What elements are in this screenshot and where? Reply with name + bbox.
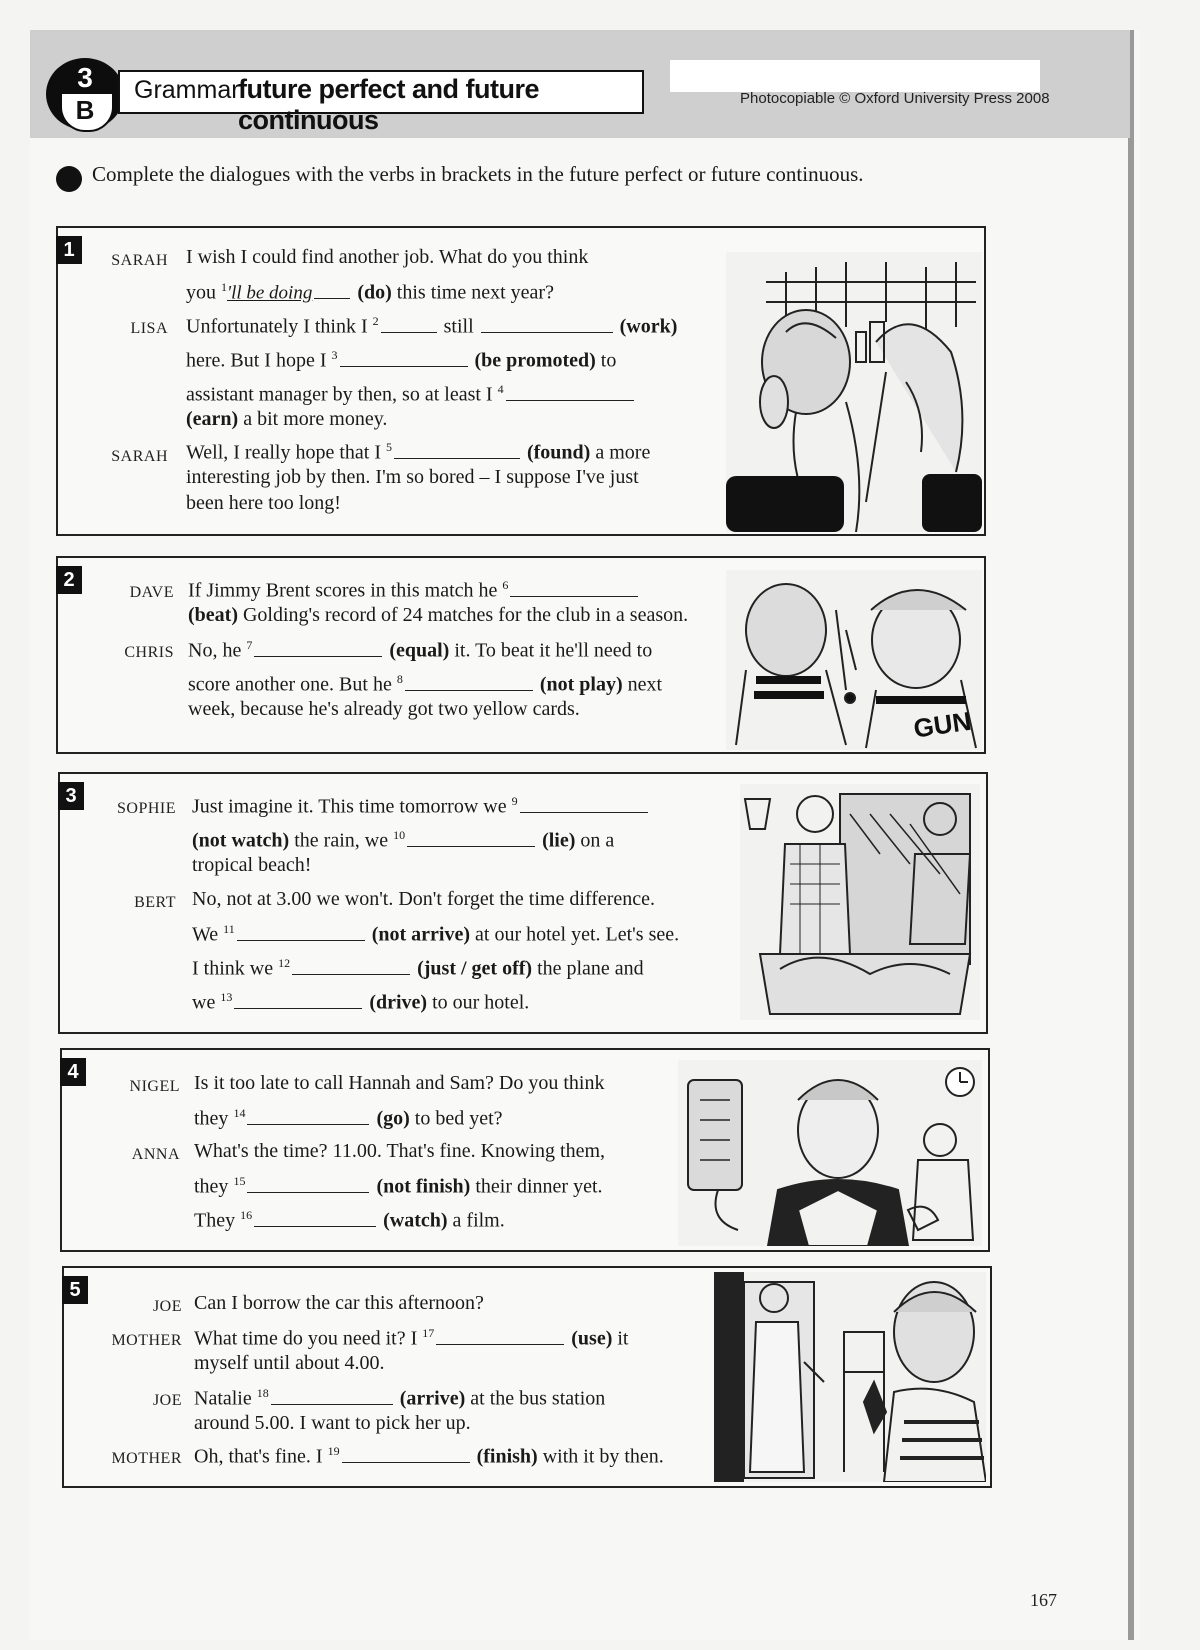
verb-prompt: (watch) [383,1209,448,1232]
dialogue-line [194,1386,605,1411]
office-workers-illustration [726,252,982,532]
speaker-label: NIGEL [129,1078,180,1095]
verb-prompt: (do) [357,281,392,304]
dialogue-line [186,280,554,305]
gap-number: 5 [385,440,392,454]
dialogue-line [186,440,650,465]
verb-prompt: (be promoted) [474,349,596,372]
dialogue-text: they [194,1107,229,1130]
dialogue-text: Just imagine it. This time tomorrow we [192,795,507,818]
speaker-label: MOTHER [111,1450,182,1467]
answer-gap[interactable] [234,992,362,1009]
dialogue-text: still [443,315,474,338]
answer-gap[interactable] [405,674,533,691]
dialogue-text: Unfortunately I think I [186,315,368,338]
answer-gap[interactable] [271,1388,393,1405]
answer-gap[interactable] [381,316,437,333]
dialogue-line [192,922,679,947]
example-answer: 'll be doing [227,282,313,304]
football-fans-illustration [726,570,982,750]
answer-gap[interactable] [506,384,634,401]
dialogue-text: the plane and [537,957,644,980]
dialogue-text: a film. [452,1209,505,1232]
packing-couple-illustration [740,784,980,1020]
verb-prompt: (found) [526,441,591,464]
dialogue-text: Natalie [194,1387,252,1410]
dialogue-line [194,1174,603,1199]
answer-gap[interactable] [247,1108,369,1125]
answer-gap [314,282,350,299]
unit-badge [46,58,124,130]
speaker-label: SOPHIE [116,800,176,817]
page-number: 167 [1030,1590,1057,1610]
dialogue-text: score another one. But he [188,673,392,696]
dialogue-text: Golding's record of 24 matches for the club in a season. [242,604,689,626]
gap-number: 15 [233,1174,246,1188]
dialogue-text: a more [595,441,651,464]
dialogue-line [188,672,662,697]
exercise-number: 5 [62,1276,88,1304]
answer-gap[interactable] [436,1328,564,1345]
answer-gap[interactable] [407,830,535,847]
answer-gap[interactable] [342,1446,470,1463]
dialogue-line: What's the time? 11.00. That's fine. Knowing them, [194,1140,606,1162]
picture-sign-text: GUN [911,705,974,744]
answer-gap[interactable] [237,924,365,941]
gap-number: 10 [393,828,406,842]
dialogue-line [192,990,529,1015]
dialogue-text: it. To beat it he'll need to [454,639,653,662]
dialogue-line [186,382,636,407]
gap-number: 13 [220,990,233,1004]
speaker-label: SARAH [111,252,168,269]
dialogue-line: been here too long! [186,492,341,514]
dialogue-text: with it by then. [542,1445,664,1468]
gap-number: 7 [246,638,253,652]
gap-number: 11 [223,922,235,936]
dialogue-text: No, he [188,639,242,662]
exercise-4 [60,1048,990,1252]
dialogue-text: What time do you need it? I [194,1327,418,1350]
dialogue-text: at our hotel yet. Let's see. [475,923,680,946]
dialogue-line [188,638,652,663]
dialogue-text: on a [580,829,615,852]
answer-gap[interactable] [254,1210,376,1227]
exercise-number: 4 [60,1058,86,1086]
verb-prompt: (lie) [542,829,576,852]
gap-number: 3 [331,348,338,362]
dialogue-text: to our hotel. [432,991,530,1014]
dialogue-text: they [194,1175,229,1198]
dialogue-line: tropical beach! [192,854,312,876]
dialogue-line: interesting job by then. I'm so bored – I suppose I've just [186,466,639,488]
answer-gap[interactable] [394,442,520,459]
gap-number: 6 [502,578,509,592]
gap-number: 17 [422,1326,435,1340]
speaker-label: SARAH [111,448,168,465]
dialogue-line [194,1444,664,1469]
exercise-2 [56,556,986,754]
dialogue-line [186,408,387,431]
name-field-redacted [670,60,1040,92]
instruction-bullet-icon [56,166,82,192]
dialogue-text: Well, I really hope that I [186,441,381,464]
instruction-text: Complete the dialogues with the verbs in brackets in the future perfect or future continuous. [92,162,864,186]
dialogue-text: the rain, we [294,829,389,852]
dialogue-line [188,604,688,627]
dialogue-line [186,314,677,339]
verb-prompt: (work) [619,315,678,338]
verb-prompt: (arrive) [399,1387,466,1410]
answer-gap[interactable] [247,1176,369,1193]
dialogue-line [194,1106,503,1131]
dialogue-text: you [186,281,216,304]
copyright-notice: Photocopiable © Oxford University Press 2008 [740,90,1050,107]
gap-number: 12 [278,956,291,970]
dialogue-line: myself until about 4.00. [194,1352,385,1374]
verb-prompt: (not finish) [376,1175,471,1198]
gap-number: 18 [256,1386,269,1400]
verb-prompt: (equal) [389,639,450,662]
unit-letter: B [75,95,95,125]
exercise-number: 1 [56,236,82,264]
dialogue-text: next [627,673,663,696]
gap-number: 1 [221,280,227,294]
gap-number: 16 [240,1208,253,1222]
dialogue-text: their dinner yet. [475,1175,603,1198]
dialogue-line [194,1326,629,1351]
verb-prompt: (not arrive) [371,923,471,946]
section-label: Grammar [134,76,240,104]
dialogue-line: No, not at 3.00 we won't. Don't forget the time difference. [192,888,656,910]
dialogue-text: They [194,1209,236,1232]
page-title: future perfect and future continuous [238,74,540,135]
exercise-3 [58,772,988,1034]
dialogue-text: I think we [192,957,274,980]
title-box [118,70,644,135]
exercise-number: 3 [58,782,84,810]
dialogue-line [188,578,640,603]
dialogue-text: to [600,349,617,372]
dialogue-text: We [192,923,219,946]
speaker-label: BERT [134,894,176,911]
dialogue-text: this time next year? [396,281,554,304]
verb-prompt: (go) [376,1107,410,1130]
dialogue-text: here. But I hope I [186,349,327,372]
verb-prompt: (not play) [539,673,623,696]
dialogue-line [192,828,614,853]
verb-prompt: (finish) [476,1445,538,1468]
answer-gap[interactable] [292,958,410,975]
gap-number: 4 [497,382,504,396]
dialogue-text: If Jimmy Brent scores in this match he [188,579,498,602]
answer-gap[interactable] [481,316,613,333]
gap-number: 2 [372,314,379,328]
dialogue-text: Oh, that's fine. I [194,1445,323,1468]
unit-number: 3 [77,62,93,93]
gap-number: 14 [233,1106,246,1120]
speaker-label: DAVE [129,584,174,601]
page-edge [1128,30,1134,1640]
dialogue-text: it [617,1327,629,1350]
verb-prompt: (not watch) [192,829,290,852]
gap-number: 8 [396,672,403,686]
answer-gap[interactable] [254,640,382,657]
verb-prompt: (just / get off) [417,957,533,980]
speaker-label: ANNA [131,1146,180,1163]
dialogue-text: at the bus station [470,1387,606,1410]
answer-gap[interactable] [520,796,648,813]
verb-prompt: (use) [571,1327,613,1350]
dialogue-line [192,956,644,981]
dialogue-text: assistant manager by then, so at least I [186,383,493,406]
speaker-label: MOTHER [111,1332,182,1349]
gap-number: 19 [327,1444,340,1458]
speaker-label: LISA [130,320,168,337]
dialogue-text: a bit more money. [243,408,388,430]
gap-number: 9 [511,794,518,808]
dialogue-line [192,794,650,819]
dialogue-line: Is it too late to call Hannah and Sam? Do you think [194,1072,605,1094]
dialogue-line: around 5.00. I want to pick her up. [194,1412,471,1434]
dialogue-text: to bed yet? [414,1107,503,1130]
speaker-label: JOE [152,1298,182,1315]
answer-gap[interactable] [340,350,468,367]
verb-prompt: (earn) [186,408,239,430]
exercise-number: 2 [56,566,82,594]
mother-son-illustration [714,1272,986,1482]
dialogue-line [194,1208,505,1233]
dialogue-line: I wish I could find another job. What do you think [186,246,589,268]
answer-gap[interactable] [510,580,638,597]
dialogue-line: Can I borrow the car this afternoon? [194,1292,484,1314]
verb-prompt: (drive) [369,991,428,1014]
exercise-5 [62,1266,992,1488]
exercise-1 [56,226,986,536]
dialogue-line [186,348,616,373]
speaker-label: JOE [152,1392,182,1409]
dialogue-line: week, because he's already got two yellow cards. [188,698,580,720]
verb-prompt: (beat) [188,604,238,626]
phone-call-illustration [678,1060,982,1246]
speaker-label: CHRIS [124,644,174,661]
dialogue-text: we [192,991,216,1014]
